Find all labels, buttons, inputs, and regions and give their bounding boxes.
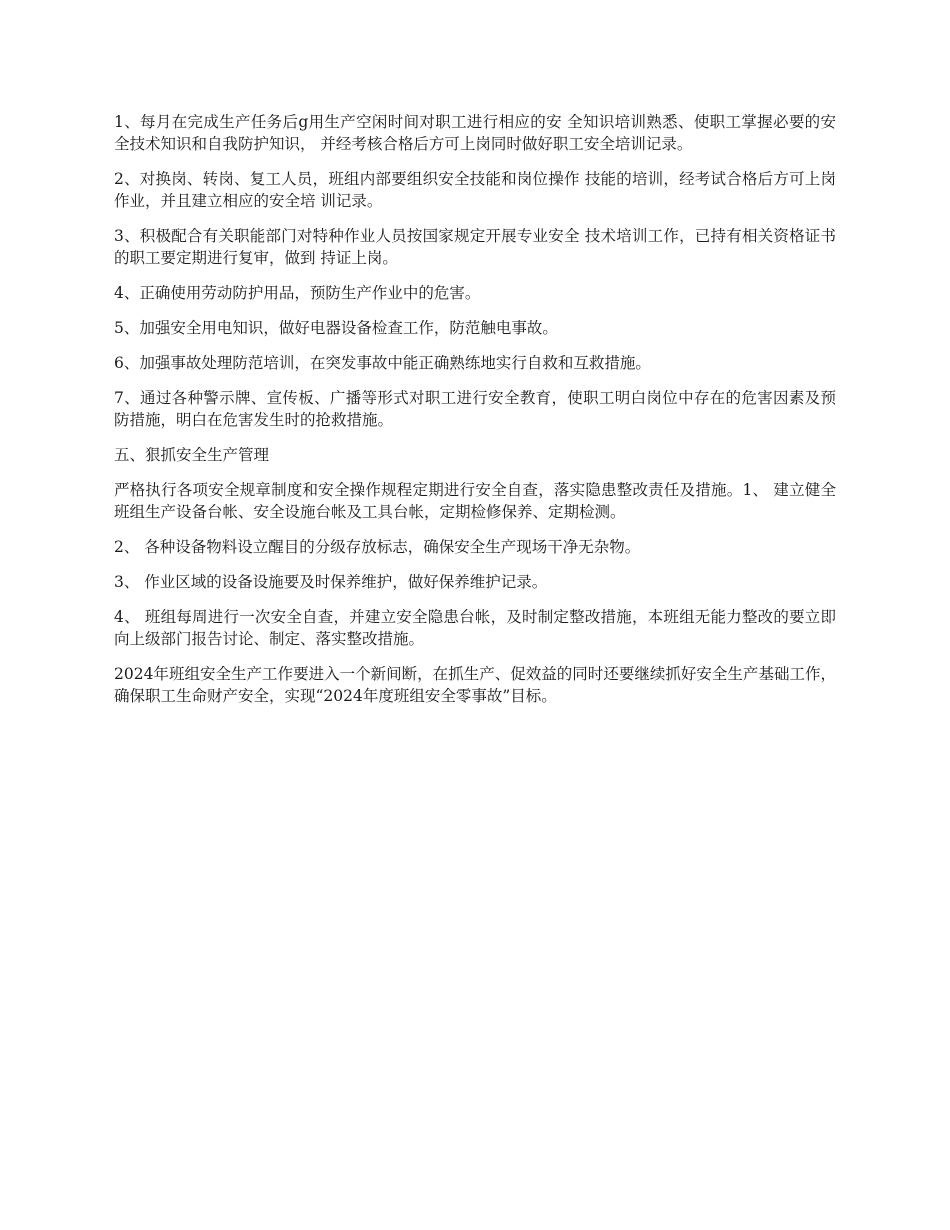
paragraph-storage-signs: 2、 各种设备物料设立醒目的分级存放标志，确保安全生产现场干净无杂物。: [114, 538, 641, 556]
paragraph-regulations: 严格执行各项安全规章制度和安全操作规程定期进行安全自查，落实隐患整改责任及措施。1、 建立健全班组生产设备台帐、安全设施台帐及工具台帐，定期检修保养、定期检测。: [114, 481, 836, 521]
document-body: [114, 111, 836, 720]
section-heading: 五、狠抓安全生产管理: [114, 446, 270, 464]
paragraph-annual-goal: 2024年班组安全生产工作要进入一个新间断，在抓生产、促效益的同时还要继续抓好安全生产基础工作，确保职工生命财产安全，实现“2024年度班组安全零事故”目标。: [114, 665, 836, 705]
paragraph-weekly-inspection: 4、 班组每周进行一次安全自查，并建立安全隐患台帐，及时制定整改措施，本班组无能力整改的要立即向上级部门报告讨论、制定、落实整改措施。: [114, 608, 836, 648]
paragraph-protective-equipment: 4、正确使用劳动防护用品，预防生产作业中的危害。: [114, 284, 481, 302]
paragraph-job-change-training: 2、对换岗、转岗、复工人员，班组内部要组织安全技能和岗位操作 技能的培训，经考试合格后方可上岗作业，并且建立相应的安全培 训记录。: [114, 170, 836, 210]
paragraph-special-operations: 3、积极配合有关职能部门对特种作业人员按国家规定开展专业安全 技术培训工作，已持有相关资格证书的职工要定期进行复审，做到 持证上岗。: [114, 227, 836, 267]
paragraph-training-monthly: 1、每月在完成生产任务后g用生产空闲时间对职工进行相应的安 全知识培训熟悉、使职工掌握必要的安全技术知识和自我防护知识， 并经考核合格后方可上岗同时做好职工安全培训记录。: [114, 113, 836, 153]
paragraph-maintenance: 3、 作业区域的设备设施要及时保养维护，做好保养维护记录。: [114, 573, 548, 591]
paragraph-accident-handling: 6、加强事故处理防范培训，在突发事故中能正确熟练地实行自救和互救措施。: [114, 354, 651, 372]
paragraph-electrical-safety: 5、加强安全用电知识，做好电器设备检查工作，防范触电事故。: [114, 319, 558, 337]
paragraph-safety-education: 7、通过各种警示牌、宣传板、广播等形式对职工进行安全教育，使职工明白岗位中存在的危害因素及预防措施，明白在危害发生时的抢救措施。: [114, 389, 836, 429]
